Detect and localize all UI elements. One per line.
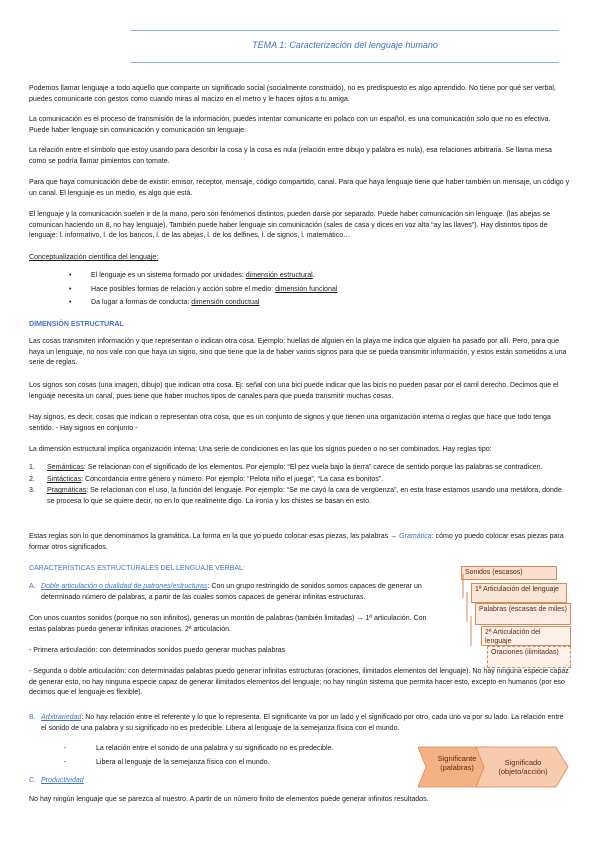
- list-item-text: El lenguaje es un sistema formado por unidades:: [91, 272, 246, 279]
- estructural-paragraph-2: [29, 381, 570, 402]
- estructural-text-2: Los signos son cosas (una imagen, dibujo) que indican otra cosa. Ej: señal con una bici puede indicar que las bicis no pueden pasar por el carril derecho. Decimos que el lenguaje necesita un canal, pues tiene que haber muchos tipos de canales para que pueda transmitir muchas cosas.: [29, 382, 559, 400]
- feature-a-dash-text-2: - Segunda o doble articulación: con determinadas palabras puedo generar infinitas estructuras (oraciones, ilimitados elementos del lenguaje). No hay ninguna especie capaz de generar esto, no hay ninguna especie capaz de generar ilimitados elementos del lenguaje; no hay ningún sistema que permita hacer esto, excepto en humanos (por eso decimos que el lenguaje es flexible).: [29, 668, 569, 696]
- diagram-box: [487, 646, 571, 668]
- estructural-text-1: Las cosas transmiten información y que representan o indican otra cosa. Ejemplo: huellas de alguien en la playa me indica que alguien ha pasado por allí. Pero, para que haya un lenguaje, no nos vale con que haya un signo, sino que tiene que la de haber varios signos para que se pueda transmitir información, y estos están sometidos a una serie de reglas.: [29, 338, 567, 366]
- diagram-box-label: Oraciones (ilimitadas): [491, 649, 559, 656]
- list-number: 2.: [29, 475, 35, 483]
- diagram-box-label: Sonidos (escasos): [465, 569, 523, 576]
- significado-label: Significado (objeto/acción): [498, 758, 548, 776]
- list-item: [69, 298, 337, 309]
- concept-heading: [29, 253, 570, 264]
- list-item: [69, 285, 337, 296]
- feature-b: [29, 713, 570, 734]
- estructural-heading: [29, 320, 570, 331]
- list-item-text: Libera al lenguaje de la semejanza física con el mundo.: [96, 758, 270, 766]
- grammar-text-a: Estas reglas son lo que denominamos la gramática. La forma en la que yo puedo colocar esas piezas, las palabras →: [29, 533, 400, 540]
- rule-text: : Se relacionan con el uso, la función del lenguaje. Por ejemplo: “Se me cayó la cara de vergüenza”, en esta frase estamos usando una metáfora, donde se procesa lo que se quiere decir, no en lo que realmente digo. La ironía y los chistes se basan en esto.: [47, 487, 562, 505]
- feature-a-paragraph-2: [29, 614, 429, 635]
- feature-a-text-2: Con unos cuantos sonidos (porque no son infinitos), generas un montón de palabras (también limitadas) → 1ª articulación. Con estas palabras puedo generar infinitas oraciones. 2ª articulación.: [29, 615, 427, 633]
- feature-text: : Con un grupo restringido de sonidos somos capaces de generar un determinado número de palabras, a partir de las cuales somos capaces de generar infinitas estructuras.: [41, 583, 422, 601]
- list-item: [69, 271, 337, 282]
- feature-a-dash-1: [29, 646, 429, 657]
- diagram-box-label: 1ª Articulación del lenguaje: [475, 586, 559, 593]
- page-title: TEMA 1: Caracterización del lenguaje humano: [252, 40, 438, 50]
- list-item: [29, 475, 570, 486]
- rule-name: Semánticas: [47, 464, 84, 471]
- section-heading: DIMENSIÓN ESTRUCTURAL: [29, 321, 124, 328]
- list-item: [29, 486, 570, 507]
- estructural-paragraph-5: [29, 532, 569, 553]
- feature-title: Doble articulación o dualidad de patrones/estructuras: [41, 583, 208, 590]
- estructural-paragraph-3: [29, 413, 570, 434]
- list-item: [64, 758, 404, 769]
- list-item-term: dimensión conductual: [191, 299, 260, 306]
- rules-list: [29, 463, 570, 508]
- diagram-connector: [453, 570, 473, 680]
- intro-text-1: Podemos llamar lenguaje a todo aquello que comparte un significado social (socialmente construido), no es predispuesto es algo aprendido. No tiene por qué ser verbal, puedes comunicarte con gestos como cuando miras al macizo en el metro y le haces ojitos a tu amiga.: [29, 85, 556, 103]
- section-heading: CARACTERÍSTICAS ESTRUCTURALES DEL LENGUAJE VERBAL:: [29, 565, 245, 572]
- dash-icon: -: [64, 745, 67, 752]
- rule-text: : Se relacionan con el significado de los elementos. Por ejemplo: “El pez vuela bajo la tierra” carece de sentido porque las palabras se contradicen.: [83, 464, 543, 471]
- feature-label: B.: [29, 714, 36, 721]
- bullet-icon: •: [69, 299, 72, 306]
- feature-c-text: No hay ningún lenguaje que se parezca al nuestro. A partir de un número finito de elementos puede generar infinitos resultados.: [29, 796, 429, 803]
- list-item-text: Da lugar a formas de conducta:: [91, 299, 192, 306]
- grammar-text-b: : cómo yo puedo colocar esas piezas para formar otros significados.: [29, 533, 564, 551]
- diagram-box: [475, 603, 571, 625]
- intro-text-3: La relación entre el símbolo que estoy usando para describir la cosa y la cosa es nula (relación entre dibujo y palabra es nula), esa relaciones arbitraria. Se llama mesa como se podría llamar pimientos con tomate.: [29, 147, 552, 165]
- concept-heading-text: Conceptualización científica del lenguaje:: [29, 254, 159, 261]
- list-item-text: La relación entre el sonido de una palabra y su significado no es predecible.: [96, 745, 334, 752]
- estructural-text-3: Hay signos, es decir, cosas que indican o representan otra cosa, que es un conjunto de signos y que tienen una organización interna o reglas que hace que todo tenga sentido. - Hay signos en conjunto -: [29, 414, 551, 432]
- diagram-box-label: Palabras (escasas de miles): [479, 606, 567, 613]
- intro-paragraph-2: [29, 115, 570, 136]
- rule-text: : Concordancia entre género y número. Por ejemplo: “Pelota niño el juega”, “La casa es bonitos”.: [81, 475, 384, 483]
- header-rule-top: [131, 30, 559, 31]
- intro-text-4: Para que haya comunicación debe de existir: emisor, receptor, mensaje, código compartido, canal. Para que haya lenguaje tiene que haber también un mensaje, un código y un canal. El lenguaje es un medio, es algo que está.: [29, 179, 570, 197]
- intro-paragraph-4: [29, 178, 570, 199]
- intro-text-5: El lenguaje y la comunicación suelen ir de la mano, pero son fenómenos distintos, pueden darse por separado. Puede haber comunicación sin lenguaje. (las abejas se comunican haciendo un 8, no hay lenguaje). También puede haber lenguaje sin comunicación (sales de casa y dices en voz alta “ay las llaves”). Hay distintos tipos de lenguaje: l. informativo, l. de los bancos, l. de las abejas, l. de los delfines, l. de signos, l. matemático…: [29, 211, 551, 239]
- list-item-end: .: [312, 272, 315, 279]
- rule-name: Sintácticas: [47, 475, 82, 483]
- feature-a-dash-2: [29, 667, 570, 699]
- feature-a: [29, 582, 429, 603]
- header-rule-bottom: [131, 62, 559, 63]
- rule-name: Pragmáticas: [47, 487, 87, 494]
- feature-title: Productividad: [41, 777, 84, 784]
- estructural-paragraph-1: [29, 337, 570, 369]
- intro-paragraph-5: [29, 210, 570, 242]
- feature-title: Arbitrariedad: [41, 714, 82, 721]
- concept-list: [69, 271, 337, 312]
- diagram-box: [461, 566, 557, 580]
- intro-paragraph-3: [29, 146, 570, 167]
- estructural-paragraph-4: [29, 445, 570, 456]
- list-number: 3.: [29, 487, 35, 494]
- arbitrariness-diagram: [418, 743, 570, 791]
- list-item: [29, 463, 570, 474]
- list-item-term: dimensión estructural: [245, 272, 313, 279]
- significante-label: Significante (palabras): [437, 754, 477, 772]
- diagram-box: [481, 626, 571, 646]
- feature-c-paragraph: [29, 795, 570, 806]
- feature-label: C.: [29, 777, 37, 784]
- diagram-box-label: 2ª Articulación del lenguaje: [485, 629, 541, 645]
- estructural-text-4: La dimensión estructural implica organización interna: Una serie de condiciones en las que los signos pueden o no ser combinados. Hay reglas tipo:: [29, 446, 492, 453]
- grammar-term: Gramática: [399, 533, 432, 540]
- bullet-icon: •: [69, 272, 72, 279]
- list-item-term: dimensión funcional: [275, 285, 338, 293]
- list-number: 1.: [29, 464, 35, 471]
- feature-b-list: [64, 744, 404, 771]
- feature-text: : No hay relación entre el referente y lo que lo representa. El significante va por un lado y el significado por otro, cada uno va por su lado. La relación entre el sonido de una palabra y su significado no es predecible. Libera al lenguaje de la semejanza física con el mundo.: [41, 714, 564, 732]
- feature-label: A.: [29, 583, 36, 590]
- diagram-box: [471, 583, 567, 603]
- dash-icon: -: [64, 758, 67, 766]
- intro-paragraph-1: [29, 84, 570, 105]
- bullet-icon: •: [69, 285, 72, 293]
- feature-a-dash-text-1: - Primera articulación: con determinados sonidos puedo generar muchas palabras: [29, 647, 286, 654]
- list-item: [64, 744, 404, 755]
- intro-text-2: La comunicación es el proceso de transmisión de la información, puedes intentar comunicarte en polaco con un español, es una comunicación solo que no es efectiva. Puede haber lenguaje sin comunicación y comunicación sin lenguaje.: [29, 116, 551, 134]
- list-item-text: Hace posibles formas de relación y acción sobre el medio:: [91, 285, 276, 293]
